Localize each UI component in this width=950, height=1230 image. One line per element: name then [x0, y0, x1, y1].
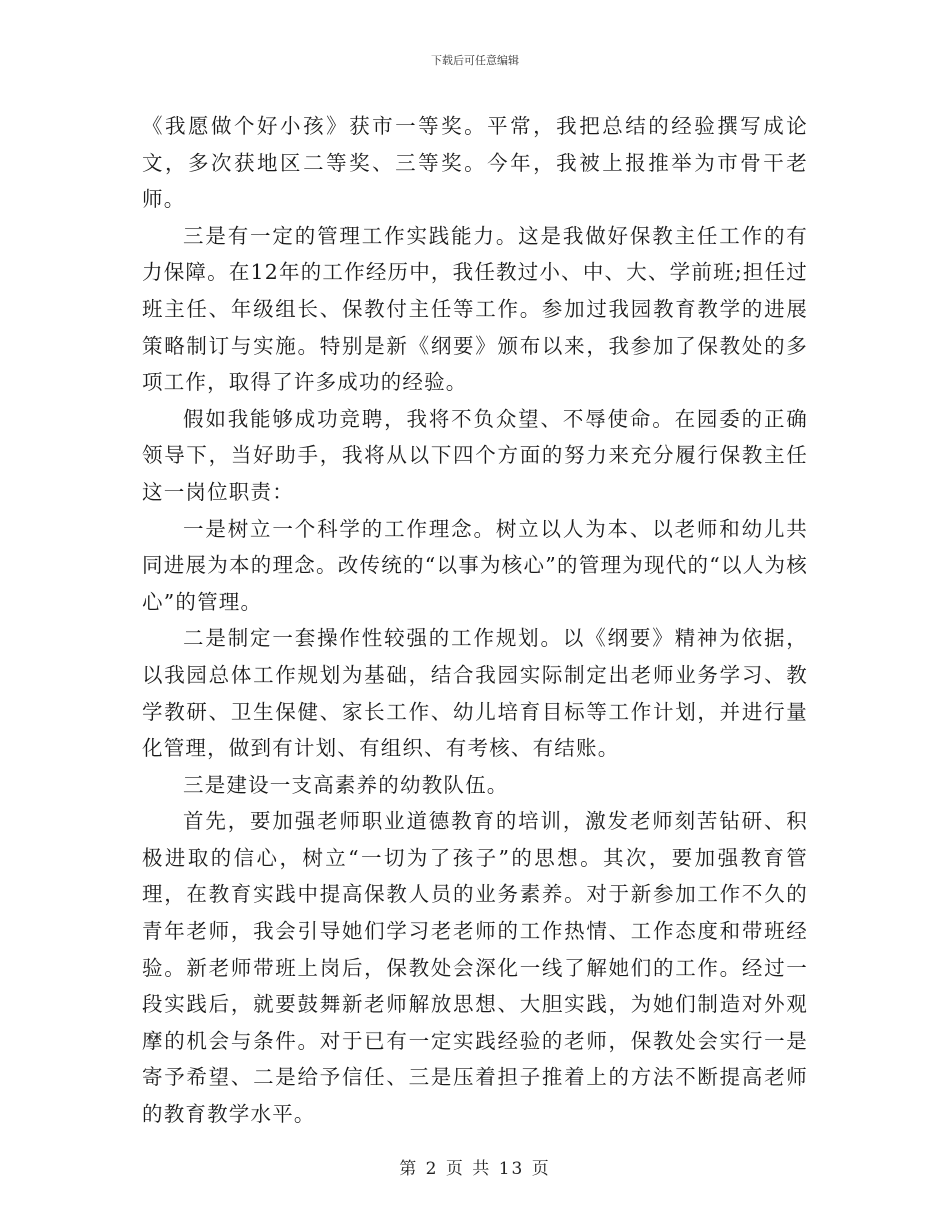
page-header: 下载后可任意编辑 [431, 54, 519, 67]
page-number-footer: 第 2 页 共 13 页 [399, 1159, 551, 1179]
paragraph-commitment: 假如我能够成功竞聘，我将不负众望、不辱使命。在园委的正确领导下，当好助手，我将从以下四个方面的努力来充分履行保教主任这一岗位职责： [142, 406, 808, 504]
paragraph-point-one: 一是树立一个科学的工作理念。树立以人为本、以老师和幼儿共同进展为本的理念。改传统的“以事为核心”的管理为现代的“以人为核心”的管理。 [142, 516, 808, 614]
paragraph-teacher-training: 首先，要加强老师职业道德教育的培训，激发老师刻苦钻研、积极进取的信心，树立“一切为了孩子”的思想。其次，要加强教育管理，在教育实践中提高保教人员的业务素养。对于新参加工作不久的青年老师，我会引导她们学习老老师的工作热情、工作态度和带班经验。新老师带班上岗后，保教处会深化一线了解她们的工作。经过一段实践后，就要鼓舞新老师解放思想、大胆实践，为她们制造对外观摩的机会与条件。对于已有一定实践经验的老师，保教处会实行一是寄予希望、二是给予信任、三是压着担子推着上的方法不断提高老师的教育教学水平。 [142, 809, 808, 1127]
document-body [142, 108, 808, 1133]
paragraph-point-three: 三是建设一支高素养的幼教队伍。 [183, 772, 509, 797]
paragraph-continuation: 《我愿做个好小孩》获市一等奖。平常，我把总结的经验撰写成论文，多次获地区二等奖、三等奖。今年，我被上报推举为市骨干老师。 [142, 114, 808, 212]
paragraph-point-two: 二是制定一套操作性较强的工作规划。以《纲要》精神为依据，以我园总体工作规划为基础，结合我园实际制定出老师业务学习、教学教研、卫生保健、家长工作、幼儿培育目标等工作计划，并进行量化管理，做到有计划、有组织、有考核、有结账。 [142, 626, 808, 761]
paragraph-management-ability: 三是有一定的管理工作实践能力。这是我做好保教主任工作的有力保障。在12年的工作经历中，我任教过小、中、大、学前班;担任过班主任、年级组长、保教付主任等工作。参加过我园教育教学的进展策略制订与实施。特别是新《纲要》颁布以来，我参加了保教处的多项工作，取得了许多成功的经验。 [142, 223, 808, 395]
